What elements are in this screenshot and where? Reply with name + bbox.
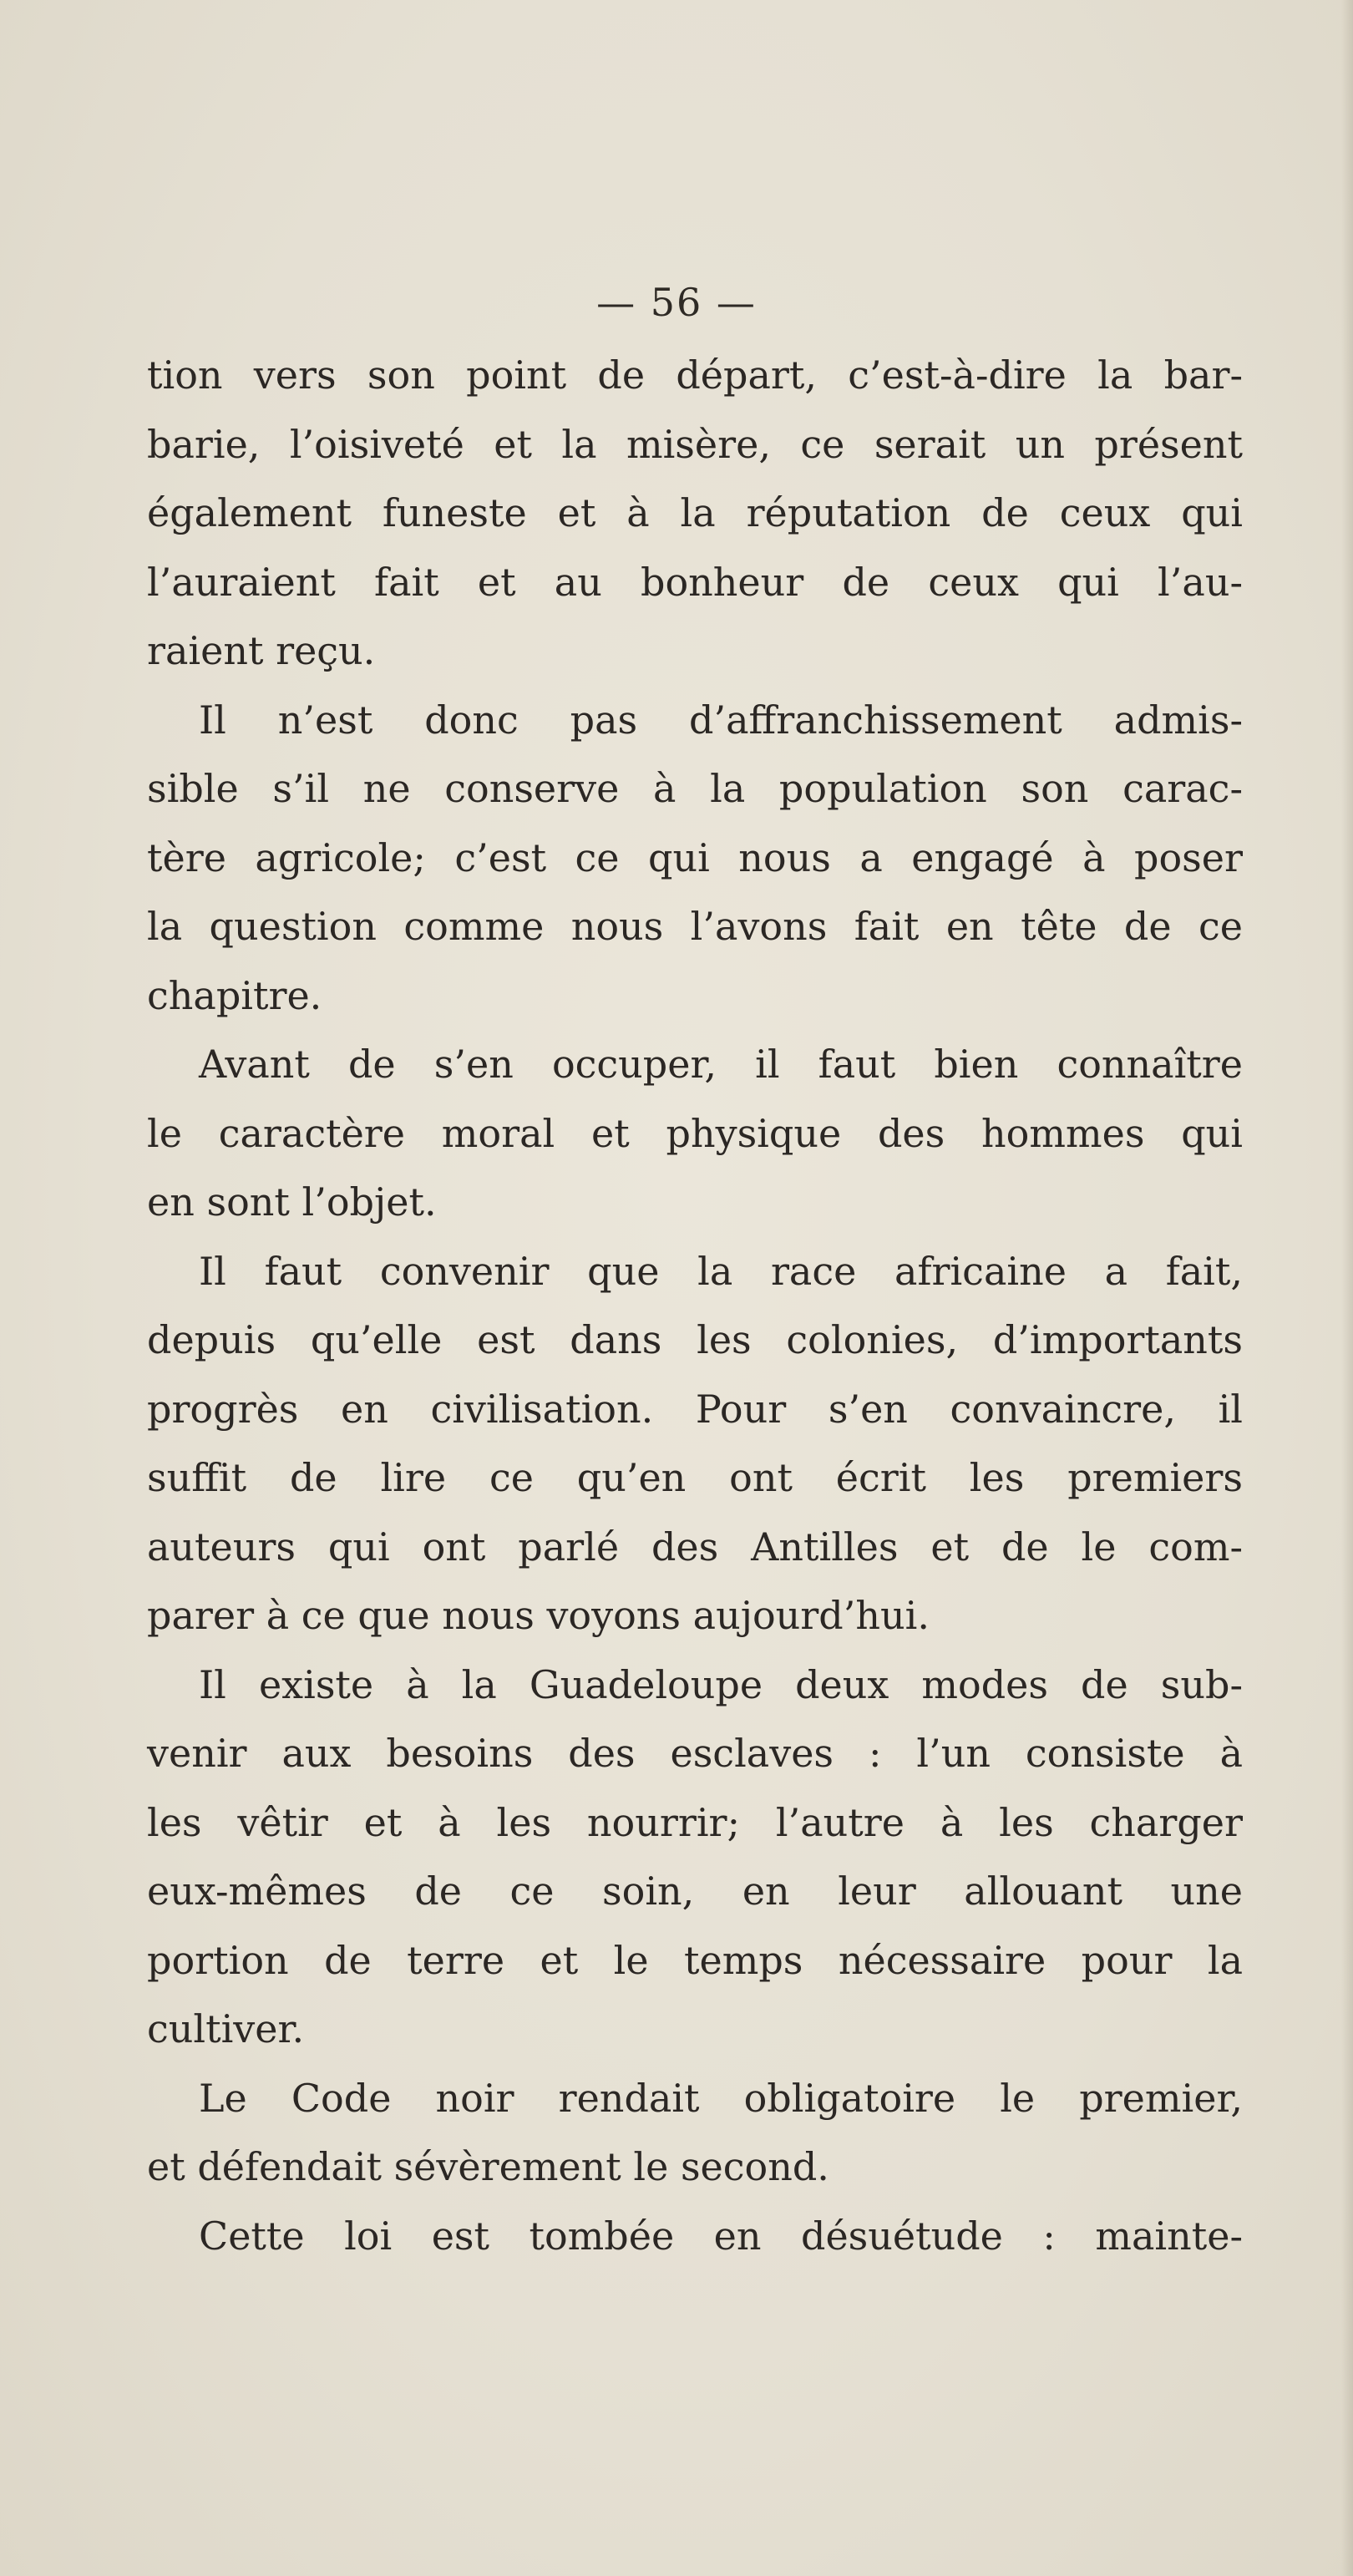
body-text: [147, 341, 1243, 2270]
text-line: suffit de lire ce qu’en ont écrit les premiers: [147, 1455, 1243, 1500]
text-line: depuis qu’elle est dans les colonies, d’importants: [147, 1317, 1243, 1362]
text-line: et défendait sévèrement le second.: [147, 2144, 829, 2189]
text-line: raient reçu.: [147, 628, 376, 673]
text-line: eux-mêmes de ce soin, en leur allouant une: [147, 1869, 1243, 1914]
text-line: chapitre.: [147, 972, 322, 1018]
text-line: barie, l’oisiveté et la misère, ce serait un présent: [147, 421, 1243, 467]
text-line: tion vers son point de départ, c’est-à-dire la bar-: [147, 352, 1243, 398]
text-line: l’auraient fait et au bonheur de ceux qui l’au-: [147, 559, 1243, 605]
text-line: Avant de s’en occuper, il faut bien connaître: [199, 1042, 1243, 1087]
text-line: la question comme nous l’avons fait en tête de ce: [147, 904, 1243, 949]
text-line: Il faut convenir que la race africaine a fait,: [199, 1248, 1243, 1294]
text-line: Le Code noir rendait obligatoire le premier,: [199, 2075, 1243, 2121]
text-line: également funeste et à la réputation de ceux qui: [147, 490, 1243, 535]
text-line: les vêtir et à les nourrir; l’autre à les charger: [147, 1799, 1243, 1845]
text-line: le caractère moral et physique des hommes qui: [147, 1110, 1243, 1156]
text-line: sible s’il ne conserve à la population son carac-: [147, 766, 1243, 811]
page-edge-shadow: [1341, 0, 1353, 2576]
text-line: portion de terre et le temps nécessaire pour la: [147, 1937, 1243, 1983]
page-number: — 56 —: [596, 280, 757, 325]
text-line: tère agricole; c’est ce qui nous a engagé à poser: [147, 834, 1243, 880]
text-line: Il existe à la Guadeloupe deux modes de sub-: [199, 1661, 1243, 1707]
text-line: Il n’est donc pas d’affranchissement admis-: [199, 697, 1243, 743]
text-line: progrès en civilisation. Pour s’en convaincre, il: [147, 1386, 1243, 1432]
text-line: venir aux besoins des esclaves : l’un consiste à: [147, 1731, 1243, 1776]
text-line: parer à ce que nous voyons aujourd’hui.: [147, 1593, 930, 1638]
text-line: en sont l’objet.: [147, 1179, 437, 1225]
text-line: auteurs qui ont parlé des Antilles et de le com-: [147, 1524, 1243, 1569]
text-line: cultiver.: [147, 2006, 305, 2051]
text-line: Cette loi est tombée en désuétude : mainte-: [199, 2213, 1243, 2259]
